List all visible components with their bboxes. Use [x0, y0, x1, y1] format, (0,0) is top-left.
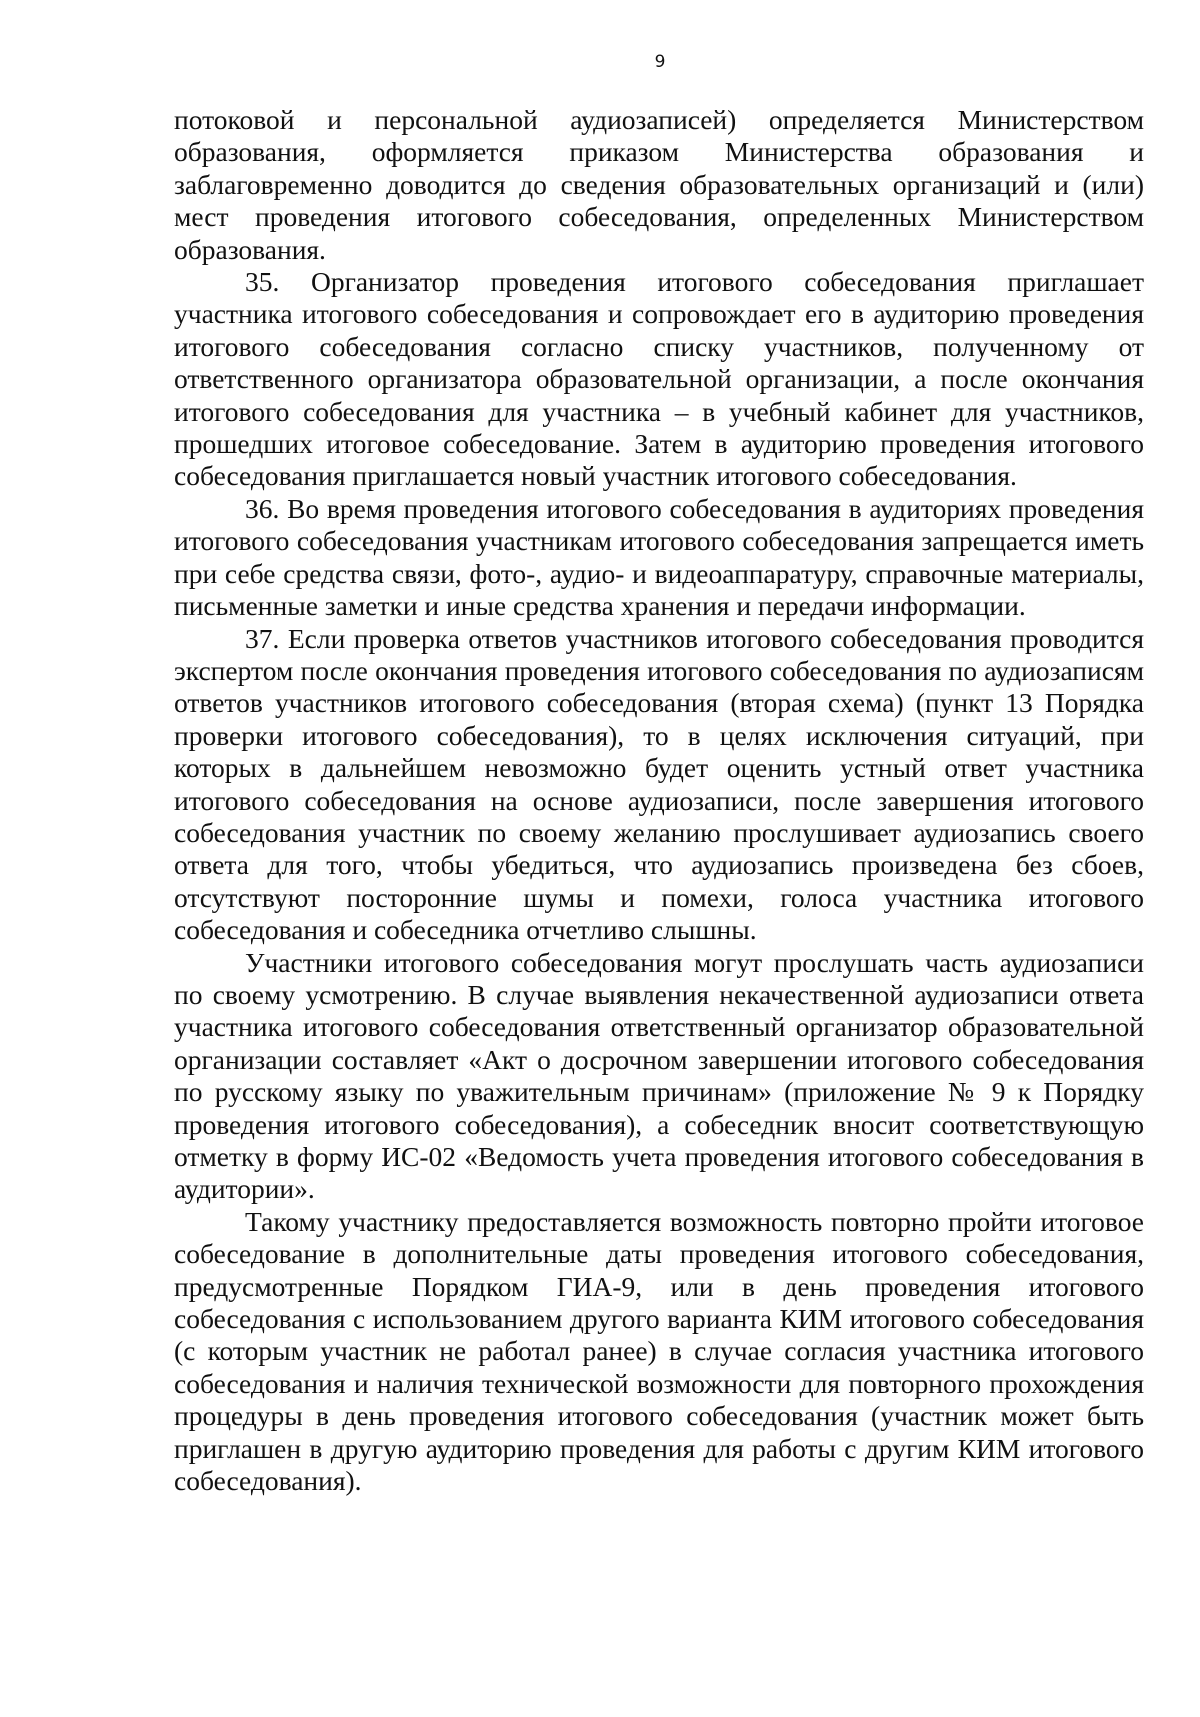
paragraph-listening: Участники итогового собеседования могут прослушать часть аудиозаписи по своему усмотрению. В случае выявления некачественной аудиозаписи ответа участника итогового собеседования ответственный организатор образовательной организации составляет «Акт о досрочном завершении итогового собеседования по русскому языку по уважительным причинам» (приложение № 9 к Порядку проведения итогового собеседования), а собеседник вносит соответствующую отметку в форму ИС-02 «Ведомость учета проведения итогового собеседования в аудитории».	[174, 946, 1144, 1205]
paragraph-continuation: потоковой и персональной аудиозаписей) определяется Министерством образования, оформляется приказом Министерства образования и заблаговременно доводится до сведения образовательных организаций и (или) мест проведения итогового собеседования, определенных Министерством образования.	[174, 104, 1144, 265]
paragraph-clause-35: 35. Организатор проведения итогового собеседования приглашает участника итогового собеседования и сопровождает его в аудиторию проведения итогового собеседования согласно списку участников, полученному от ответственного организатора образовательной организации, а после окончания итогового собеседования для участника – в учебный кабинет для участников, прошедших итоговое собеседование. Затем в аудиторию проведения итогового собеседования приглашается новый участник итогового собеседования.	[174, 266, 1144, 492]
page-number: 9	[654, 52, 666, 72]
paragraph-retake: Такому участнику предоставляется возможность повторно пройти итоговое собеседование в дополнительные даты проведения итогового собеседования, предусмотренные Порядком ГИА-9, или в день проведения итогового собеседования с использованием другого варианта КИМ итогового собеседования (с которым участник не работал ранее) в случае согласия участника итогового собеседования и наличия технической возможности для повторного прохождения процедуры в день проведения итогового собеседования (участник может быть приглашен в другую аудиторию проведения для работы с другим КИМ итогового собеседования).	[174, 1205, 1144, 1497]
document-body	[174, 104, 1144, 1497]
paragraph-clause-37: 37. Если проверка ответов участников итогового собеседования проводится экспертом после окончания проведения итогового собеседования по аудиозаписям ответов участников итогового собеседования (вторая схема) (пункт 13 Порядка проверки итогового собеседования), то в целях исключения ситуаций, при которых в дальнейшем невозможно будет оценить устный ответ участника итогового собеседования на основе аудиозаписи, после завершения итогового собеседования участник по своему желанию прослушивает аудиозапись своего ответа для того, чтобы убедиться, что аудиозапись произведена без сбоев, отсутствуют посторонние шумы и помехи, голоса участника итогового собеседования и собеседника отчетливо слышны.	[174, 622, 1144, 946]
paragraph-clause-36: 36. Во время проведения итогового собеседования в аудиториях проведения итогового собеседования участникам итогового собеседования запрещается иметь при себе средства связи, фото-, аудио- и видеоаппаратуру, справочные материалы, письменные заметки и иные средства хранения и передачи информации.	[174, 492, 1144, 622]
